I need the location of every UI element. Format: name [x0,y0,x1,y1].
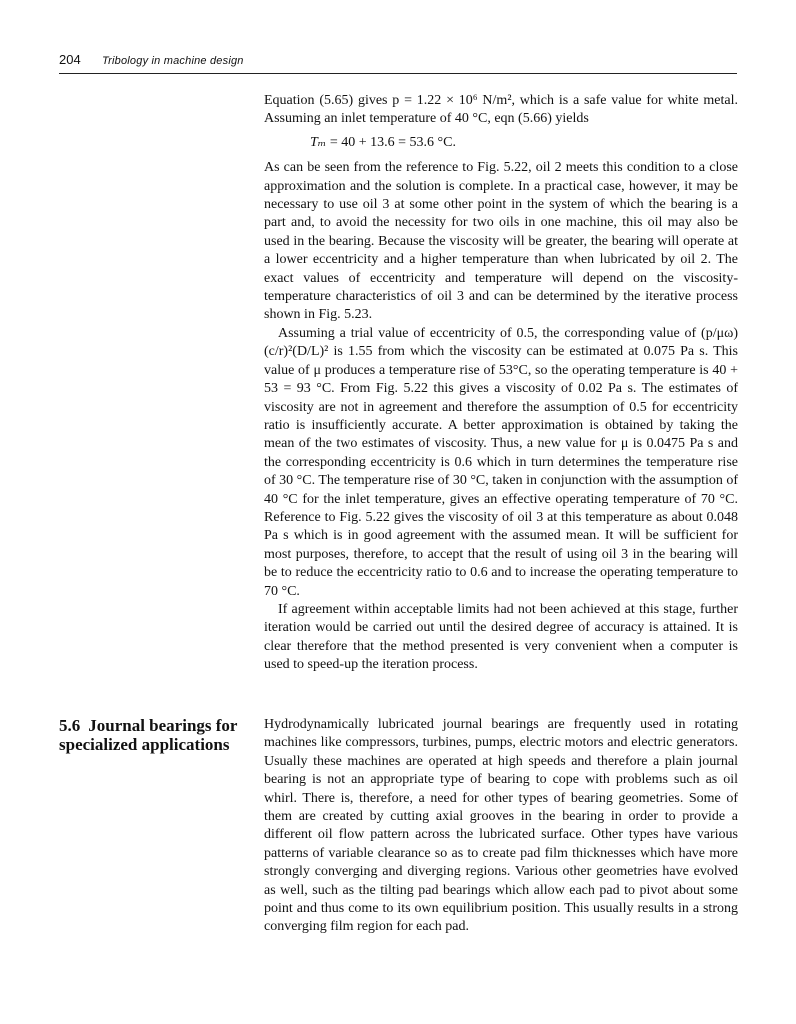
running-head [59,52,737,67]
section-heading [59,716,249,754]
section-title: Journal bearings for specialized applications [59,716,238,754]
paragraph-iteration-conclusion: If agreement within acceptable limits had not been achieved at this stage, further iteration would be carried out until the desired degree of accuracy is attained. It is clear therefore that the method presented is very convenient when a computer is used to speed-up the iteration process. [264,601,738,673]
intro-paragraph: Equation (5.65) gives p = 1.22 × 10⁶ N/m², which is a safe value for white metal. Assuming an inlet temperature of 40 °C, eqn (5.66) yields [264,93,738,127]
page-number: 204 [59,52,81,67]
section-body-paragraph: Hydrodynamically lubricated journal bearings are frequently used in rotating machines like compressors, turbines, pumps, electric motors and electric generators. Usually these machines are operated at high speeds and therefore a plain journal bearing is not an appropriate type of bearing to cope with problems such as oil whirl. There is, therefore, a need for other types of bearing geometries. Some of them are created by cutting axial grooves in the bearing in order to provide a different oil flow pattern across the lubricated surface. Other types have various patterns of variable clearance so as to create pad film thicknesses which have more strongly converging and diverging regions. Various other geometries have evolved as well, such as the tilting pad bearings which allow each pad to pivot about some point and thus come to its own equilibrium position. This usually results in a strong converging film region for each pad. [264,717,738,935]
header-rule [59,73,737,74]
equation-rhs: = 40 + 13.6 = 53.6 °C. [326,134,456,150]
paragraph-iteration-example: Assuming a trial value of eccentricity of 0.5, the corresponding value of (p/μω)(c/r)²(D/L)² is 1.55 from which the viscosity can be estimated at 0.075 Pa s. This value of μ produces a temperature rise of 53°C, so the operating temperature is 40 + 53 = 93 °C. From Fig. 5.22 this gives a viscosity of 0.02 Pa s. The estimates of viscosity are not in agreement and therefore the assumption of 0.5 for eccentricity ratio is insufficiently accurate. A better approximation is obtained by taking the mean of the two estimates of viscosity. Thus, a new value for μ is 0.0475 Pa s and the corresponding eccentricity is 0.6 which in turn determines the temperature rise of 30 °C. The temperature rise of 30 °C, taken in conjunction with the assumption of 40 °C for the inlet temperature, gives an effective operating temperature of 70 °C. Reference to Fig. 5.22 gives the viscosity of oil 3 at this temperature as about 0.048 Pa s which is in good agreement with the assumed mean. It will be sufficient for most purposes, therefore, to accept that the result of using oil 3 in the bearing will be to reduce the eccentricity ratio to 0.6 and to increase the operating temperature to 70 °C. [264,325,739,599]
equation-lhs: Tₘ [310,134,327,150]
main-text-column [264,92,738,675]
paragraph-oil-selection: As can be seen from the reference to Fig. 5.22, oil 2 meets this condition to a close approximation and the solution is complete. In a practical case, however, it may be necessary to use oil 3 at some other point in the system of which the bearing is a part and, to avoid the necessity for two oils in one machine, this oil may also be used in the bearing. Because the viscosity will be greater, the bearing will operate at a lower eccentricity and a higher temperature than when lubricated by oil 2. The exact values of eccentricity and temperature will depend on the viscosity-temperature characteristics of oil 3 and can be determined by the iterative process shown in Fig. 5.23. [264,160,738,323]
temperature-equation [310,134,738,152]
section-number: 5.6 [59,716,81,735]
book-title: Tribology in machine design [102,55,244,67]
